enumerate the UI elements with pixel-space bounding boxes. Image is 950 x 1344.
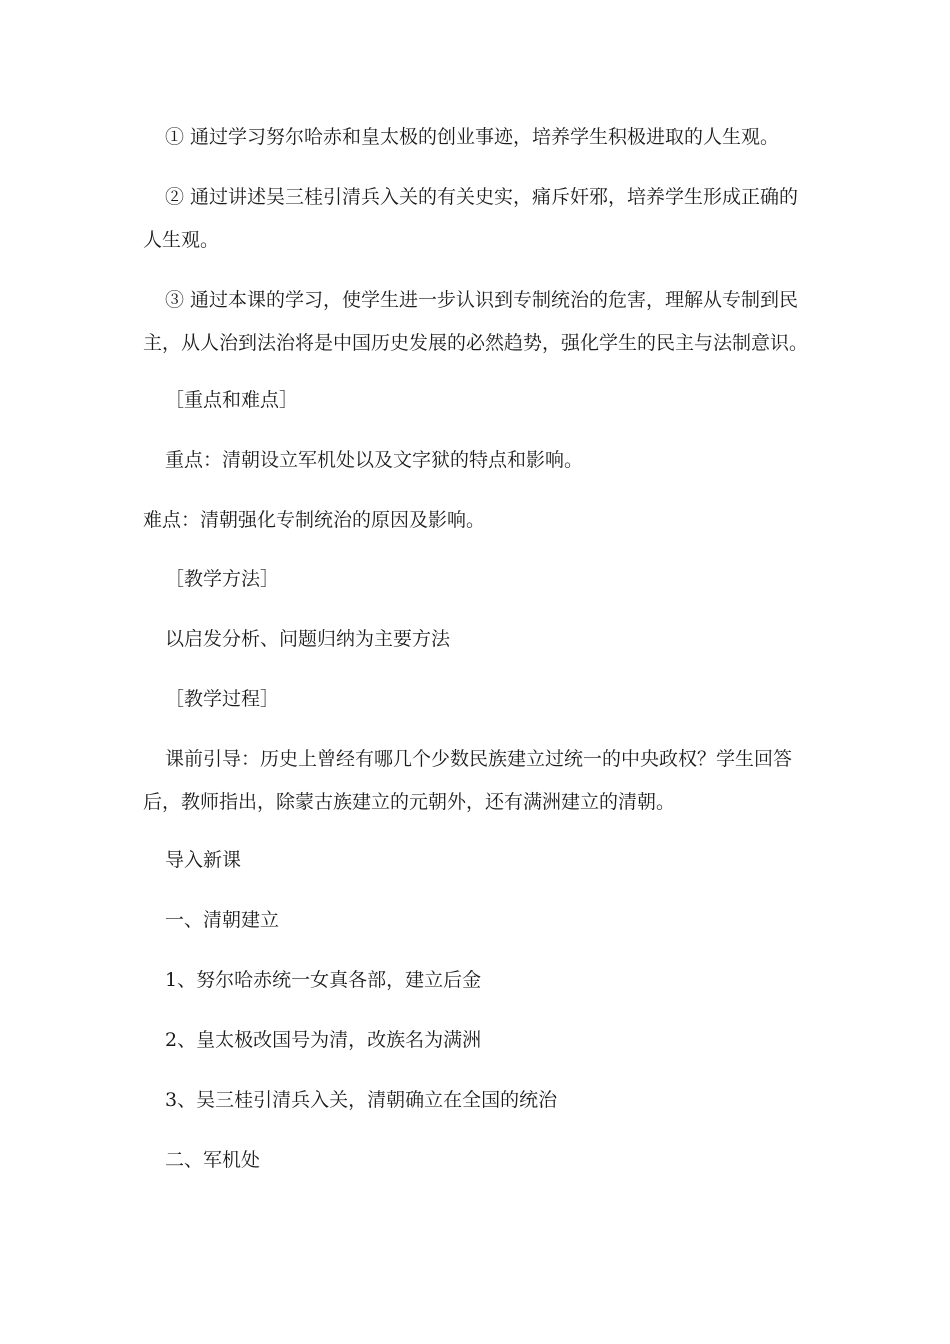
heading-key-points: ［重点和难点］: [165, 389, 299, 411]
teaching-goal-2: ② 通过讲述吴三桂引清兵入关的有关史实，痛斥奸邪，培养学生形成正确的人生观。: [143, 186, 799, 251]
teaching-method: 以启发分析、问题归纳为主要方法: [165, 628, 451, 650]
key-point: 重点：清朝设立军机处以及文字狱的特点和影响。: [165, 449, 584, 471]
heading-teaching-method: ［教学方法］: [165, 568, 280, 590]
teaching-goal-3: ③ 通过本课的学习，使学生进一步认识到专制统治的危害，理解从专制到民主，从人治到法治将是中国历史发展的必然趋势，强化学生的民主与法制意识。: [143, 289, 809, 354]
section-heading-1: 一、清朝建立: [165, 909, 280, 931]
intro-guide: 课前引导：历史上曾经有哪几个少数民族建立过统一的中央政权？学生回答后，教师指出，除蒙古族建立的元朝外，还有满洲建立的清朝。: [143, 748, 793, 813]
heading-teaching-process: ［教学过程］: [165, 688, 280, 710]
difficult-point: 难点：清朝强化专制统治的原因及影响。: [143, 509, 486, 531]
list-item-2: 2、皇太极改国号为清，改族名为满洲: [165, 1029, 482, 1051]
new-lesson: 导入新课: [165, 849, 242, 871]
list-item-1: 1、努尔哈赤统一女真各部，建立后金: [165, 969, 482, 991]
teaching-goal-1: ① 通过学习努尔哈赤和皇太极的创业事迹，培养学生积极进取的人生观。: [165, 126, 780, 148]
list-item-3: 3、吴三桂引清兵入关，清朝确立在全国的统治: [165, 1089, 558, 1111]
section-heading-2: 二、军机处: [165, 1149, 261, 1171]
